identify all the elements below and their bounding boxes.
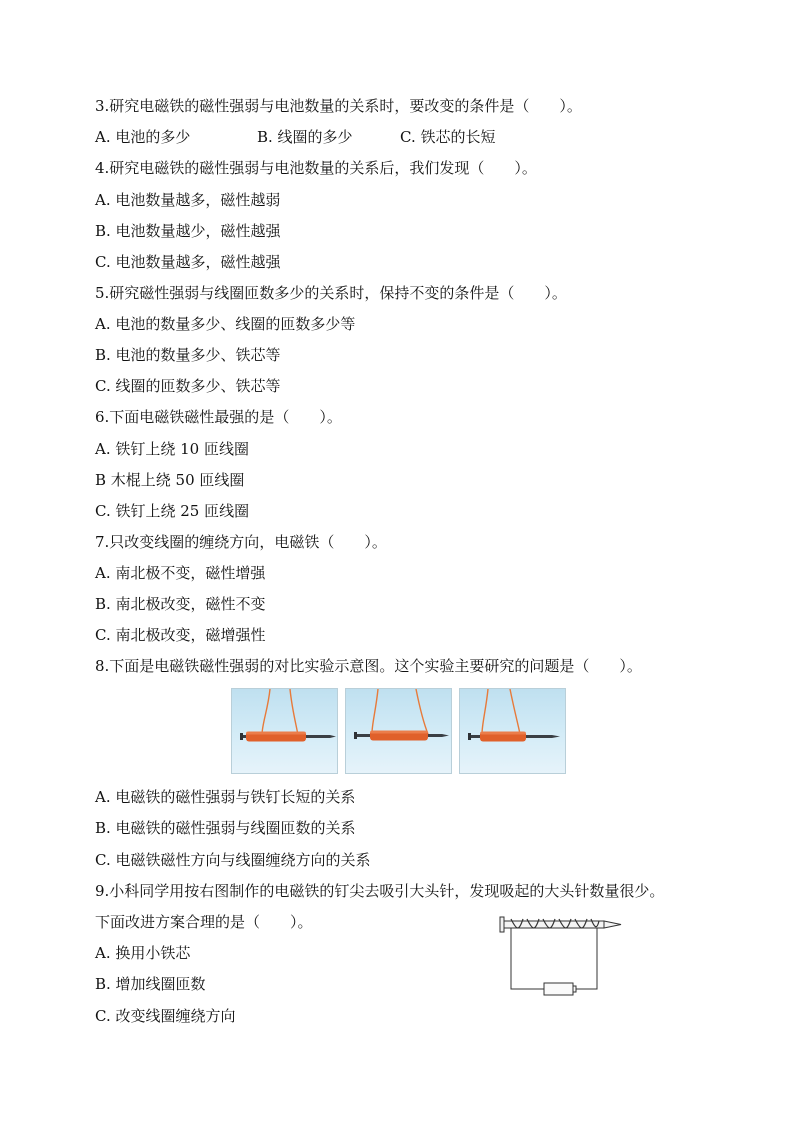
electromagnet-photo-1 [231, 688, 338, 774]
q6-option-b[interactable]: B 木棍上绕 50 匝线圈 [95, 471, 245, 489]
q3-stem: 3.研究电磁铁的磁性强弱与电池数量的关系时，要改变的条件是（ ）。 [95, 97, 582, 115]
q8-option-b[interactable]: B. 电磁铁的磁性强弱与线圈匝数的关系 [95, 819, 356, 837]
electromagnet-photo-icon [460, 689, 565, 773]
q5-stem: 5.研究磁性强弱与线圈匝数多少的关系时，保持不变的条件是（ ）。 [95, 284, 567, 302]
q8-stem: 8.下面是电磁铁磁性强弱的对比实验示意图。这个实验主要研究的问题是（ ）。 [95, 657, 642, 675]
electromagnet-circuit-icon [497, 913, 627, 1003]
q5-option-a[interactable]: A. 电池的数量多少、线圈的匝数多少等 [95, 315, 356, 333]
q9-stem-line2: 下面改进方案合理的是（ ）。 [95, 913, 313, 931]
q6-stem: 6.下面电磁铁磁性最强的是（ ）。 [95, 408, 342, 426]
q4-stem: 4.研究电磁铁的磁性强弱与电池数量的关系后，我们发现（ ）。 [95, 159, 537, 177]
q9-option-c[interactable]: C. 改变线圈缠绕方向 [95, 1007, 236, 1025]
electromagnet-photo-icon [346, 689, 451, 773]
q9-option-a[interactable]: A. 换用小铁芯 [95, 944, 191, 962]
q6-option-c[interactable]: C. 铁钉上绕 25 匝线圈 [95, 502, 250, 520]
q7-option-c[interactable]: C. 南北极改变，磁增强性 [95, 626, 266, 644]
q4-option-c[interactable]: C. 电池数量越多，磁性越强 [95, 253, 281, 271]
q7-stem: 7.只改变线圈的缠绕方向，电磁铁（ ）。 [95, 533, 387, 551]
q4-option-a[interactable]: A. 电池数量越多，磁性越弱 [95, 191, 281, 209]
q3-option-a[interactable]: A. 电池的多少 [95, 128, 191, 146]
electromagnet-circuit-diagram [497, 913, 627, 1007]
q4-option-b[interactable]: B. 电池数量越少，磁性越强 [95, 222, 281, 240]
q3-option-b[interactable]: B. 线圈的多少 [257, 128, 353, 146]
q8-option-a[interactable]: A. 电磁铁的磁性强弱与铁钉长短的关系 [95, 788, 356, 806]
electromagnet-photo-icon [232, 689, 337, 773]
q6-option-a[interactable]: A. 铁钉上绕 10 匝线圈 [95, 440, 249, 458]
q3-option-c[interactable]: C. 铁芯的长短 [400, 128, 496, 146]
q7-option-a[interactable]: A. 南北极不变，磁性增强 [95, 564, 266, 582]
q5-option-b[interactable]: B. 电池的数量多少、铁芯等 [95, 346, 281, 364]
q5-option-c[interactable]: C. 线圈的匝数多少、铁芯等 [95, 377, 281, 395]
electromagnet-photo-strip [231, 688, 565, 774]
q3-options [95, 127, 495, 147]
q9-stem-line1: 9.小科同学用按右图制作的电磁铁的钉尖去吸引大头针，发现吸起的大头针数量很少。 [95, 882, 665, 900]
electromagnet-photo-3 [459, 688, 566, 774]
q8-option-c[interactable]: C. 电磁铁磁性方向与线圈缠绕方向的关系 [95, 851, 371, 869]
electromagnet-photo-2 [345, 688, 452, 774]
q9-option-b[interactable]: B. 增加线圈匝数 [95, 975, 206, 993]
q7-option-b[interactable]: B. 南北极改变，磁性不变 [95, 595, 266, 613]
